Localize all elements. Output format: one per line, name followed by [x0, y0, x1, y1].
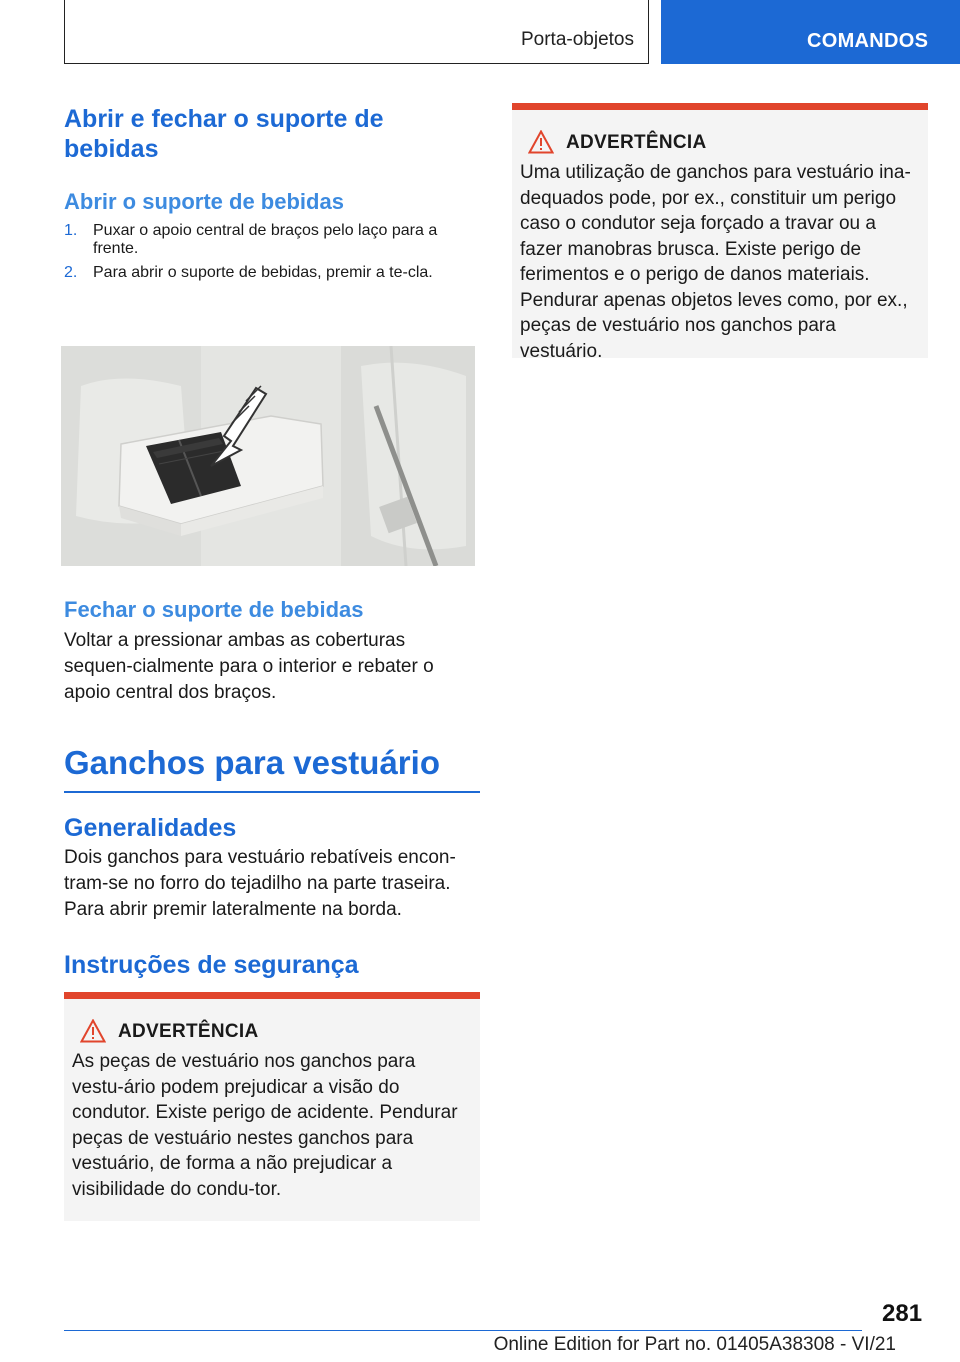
step-text: Puxar o apoio central de braços pelo laço para a frente.: [93, 222, 438, 257]
header-chapter-label: COMANDOS: [807, 30, 929, 52]
general-section: [64, 813, 480, 923]
warning-triangle-icon: [80, 1019, 106, 1043]
header-section-title: Porta-objetos: [520, 29, 634, 50]
page-number: 281: [882, 1300, 923, 1327]
warning-title: ADVERTÊNCIA: [566, 132, 707, 153]
hooks-section: [64, 743, 480, 793]
armrest-cupholder-photo: [61, 346, 475, 566]
warning-text: Uma utilização de ganchos para vestuário ina-dequados pode, por ex., constituir um perigo caso o condutor seja forçado a travar ou a fazer manobras brusca. Existe perigo de ferimentos e o perigo de danos materiais. Pendurar apenas objetos leves como, por ex., peças de vestuário nos ganchos para vestuário.: [520, 162, 911, 362]
close-instructions: Voltar a pressionar ambas as coberturas sequen-cialmente para o interior e rebater o apoio central dos braços.: [64, 630, 434, 703]
warning-box-2: [512, 103, 928, 362]
step-number: 1.: [64, 222, 78, 239]
step-item: [64, 222, 474, 258]
section-title: Ganchos para vestuário: [64, 744, 440, 781]
heading-cupholder: [64, 104, 464, 164]
general-text: Dois ganchos para vestuário rebatíveis encon-tram-se no forro do tejadilho na parte traseira. Para abrir premir lateralmente na borda.: [64, 847, 456, 920]
subheading-safety: Instruções de segurança: [64, 951, 359, 979]
safety-heading: [64, 950, 480, 980]
step-text: Para abrir o suporte de bebidas, premir a te-cla.: [93, 264, 433, 281]
subheading-general: Generalidades: [64, 814, 237, 842]
footer-edition: Online Edition for Part no. 01405A38308 - VI/21: [493, 1334, 896, 1355]
header-chapter-tab: [661, 0, 960, 64]
warning-title: ADVERTÊNCIA: [118, 1021, 259, 1042]
warning-triangle-icon: [528, 130, 554, 154]
open-section: [64, 188, 474, 282]
warning-box-1: [64, 992, 480, 1221]
subheading-open: Abrir o suporte de bebidas: [64, 189, 344, 214]
section-divider: [64, 791, 480, 793]
subheading-close: Fechar o suporte de bebidas: [64, 597, 364, 622]
close-section: [64, 596, 478, 706]
step-number: 2.: [64, 264, 78, 281]
step-item: [64, 264, 474, 282]
page-heading: Abrir e fechar o suporte de bebidas: [64, 105, 384, 163]
footer-divider: [64, 1330, 862, 1331]
warning-text: As peças de vestuário nos ganchos para vestu-ário podem prejudicar a visão do condutor. Existe perigo de acidente. Pendurar peças de vestuário nestes ganchos para vestuário, de forma a não prejudicar a visibilidade do condu-tor.: [72, 1051, 458, 1200]
header-section-box: [64, 0, 649, 64]
